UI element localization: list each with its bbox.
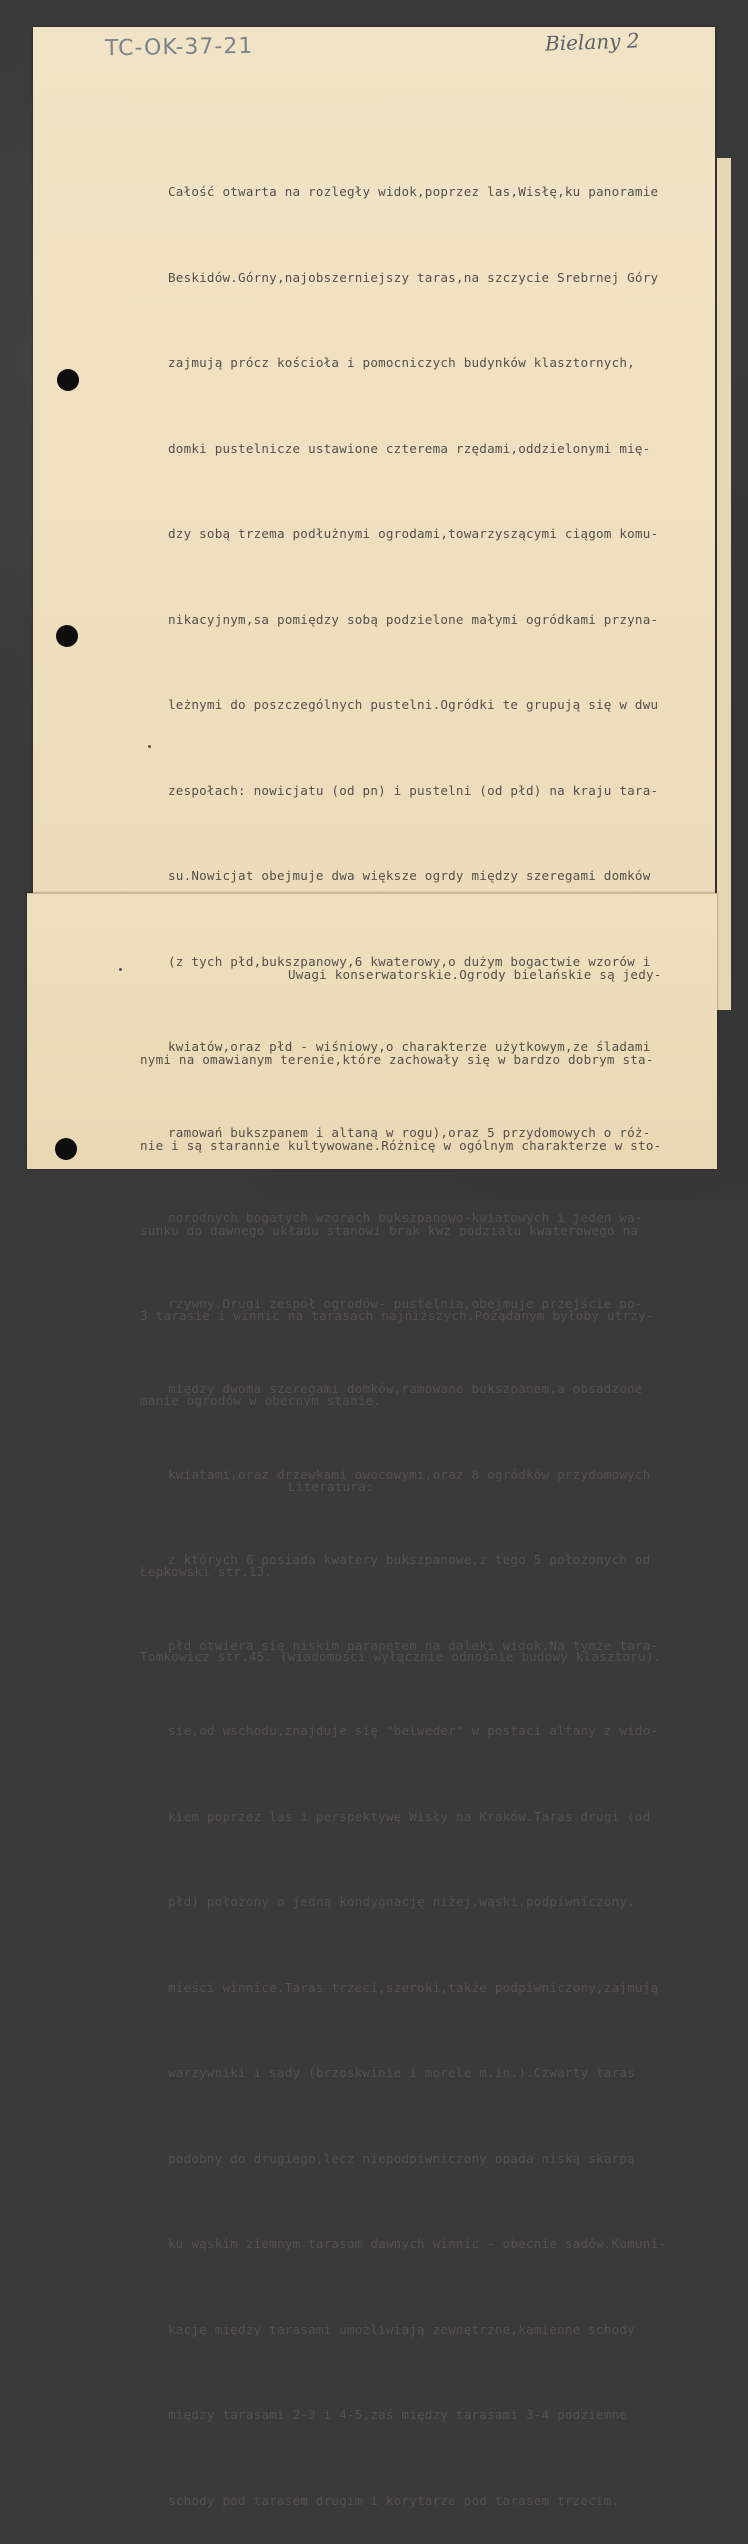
conservation-notes-line: manie ogrodów w obecnym stanie.	[140, 1393, 382, 1409]
text-line: schody pod tarasem drugim i korytarze pod tarasem trzecim.	[168, 2492, 620, 2508]
text-line: płd otwiera się niskim parapetem na daleki widok.Na tymże tara-	[168, 1637, 659, 1653]
text-line: kiem poprzez las i perspektywę Wisły na Kraków.Taras drugi (od	[168, 1808, 651, 1824]
text-line: ku wąskim ziemnym tarasom dawnych winnic - obecnie sadów.Komuni-	[168, 2236, 667, 2251]
text-line: (z tych płd,bukszpanowy,6 kwaterowy,o dużym bogactwie wzorów i	[168, 953, 651, 969]
handwritten-note: Bielany 2	[544, 28, 640, 56]
text-line: mieści winnice.Taras trzeci,szeroki,także podpiwniczony,zajmują	[168, 1979, 659, 1995]
text-line: sie,od wschodu,znajduje się "belweder" w postaci altany z wido-	[168, 1723, 659, 1738]
conservation-notes-line: nymi na omawianym terenie,które zachowały się w bardzo dobrym sta-	[140, 1052, 654, 1068]
text-line: leżnymi do poszczególnych pustelni.Ogródki te grupują się w dwu	[168, 697, 659, 712]
text-line: ramowań bukszpanem i altaną w rogu),oraz 5 przydomowych o róż-	[168, 1124, 651, 1140]
text-line: warzywniki i sady (brzoskwinie i morele m.in.).Czwarty taras	[168, 2065, 635, 2080]
text-line: między dwoma szeregami domków,ramowane bukszpanem,a obsadzone	[168, 1381, 643, 1396]
text-line: dzy sobą trzema podłużnymi ogrodami,towarzyszącymi ciągom komu-	[168, 526, 659, 541]
text-line: zajmują prócz kościoła i pomocniczych budynków klasztornych,	[168, 355, 635, 370]
text-line: między tarasami 2-3 i 4-5,zaś między tarasami 3-4 podziemne	[168, 2407, 628, 2422]
literature-heading: Literatura:	[288, 1478, 374, 1494]
text-line: nikacyjnym,sa pomiędzy sobą podzielone małymi ogródkami przyna-	[168, 611, 659, 627]
conservation-notes-line: sunku do dawnego układu stanowi brak kwz podziału kwaterowego na	[140, 1222, 639, 1238]
text-line: kację między tarasami umożliwiają zewnętrzne,kamienne schody	[168, 2321, 635, 2337]
text-line: domki pustelnicze ustawione czterema rzędami,oddzielonymi mię-	[168, 440, 651, 456]
conservation-notes-line: nie i są starannie kultywowane.Różnicę w ogólnym charakterze w sto-	[140, 1137, 662, 1153]
text-line: rzywny.Drugi zespół ogrodów- pustelnia,obejmuje przejście po-	[168, 1295, 643, 1311]
literature-entry: Tomkowicz str.45. (wiadomości wyłącznie odnośnie budowy klasztoru).	[140, 1649, 662, 1665]
margin-mark	[148, 745, 151, 748]
text-line: płd) położony o jedną kondygnację niżej,wąski,podpiwniczony,	[168, 1894, 635, 1909]
punch-hole-3	[55, 1138, 77, 1160]
underlying-sheet-edge	[717, 158, 731, 1010]
text-line: su.Nowicjat obejmuje dwa większe ogrdy między szeregami domków	[168, 868, 651, 883]
literature-entry: Łepkowski str.13.	[140, 1564, 273, 1580]
punch-hole-2	[56, 625, 78, 647]
text-line: Całość otwarta na rozległy widok,poprzez las,Wisłę,ku panoramie	[168, 184, 659, 199]
text-line: kwiatami,oraz drzewkami owocowymi,oraz 8 ogródków przydomowych	[168, 1466, 651, 1482]
text-line: norodnych bogatych wzorach bukszpanowo-kwiatowych i jeden wa-	[168, 1210, 643, 1225]
archive-signature: TC-OK-37-21	[104, 33, 254, 62]
conservation-notes-line: 3 tarasie i winnic na tarasach najniższych.Pożądanym byłoby utrzy-	[140, 1308, 654, 1324]
punch-hole-1	[57, 369, 79, 391]
conservation-notes-line: Uwagi konserwatorskie.Ogrody bielańskie są jedy-	[288, 967, 662, 982]
text-line: kwiatów,oraz płd - wiśniowy,o charakterze użytkowym,ze śladami	[168, 1039, 651, 1054]
margin-mark	[119, 968, 122, 971]
typed-notes-and-literature	[140, 904, 710, 1700]
text-line: podobny do drugiego,lecz niepodpiwniczony opada niską skarpą	[168, 2150, 635, 2166]
text-line: z których 6 posiada kwatery bukszpanowe,z tego 5 położonych od	[168, 1552, 651, 1567]
text-line: Beskidów.Górny,najobszerniejszy taras,na szczycie Srebrnej Góry	[168, 269, 659, 285]
text-line: zespołach: nowicjatu (od pn) i pustelni (od płd) na kraju tara-	[168, 782, 659, 798]
